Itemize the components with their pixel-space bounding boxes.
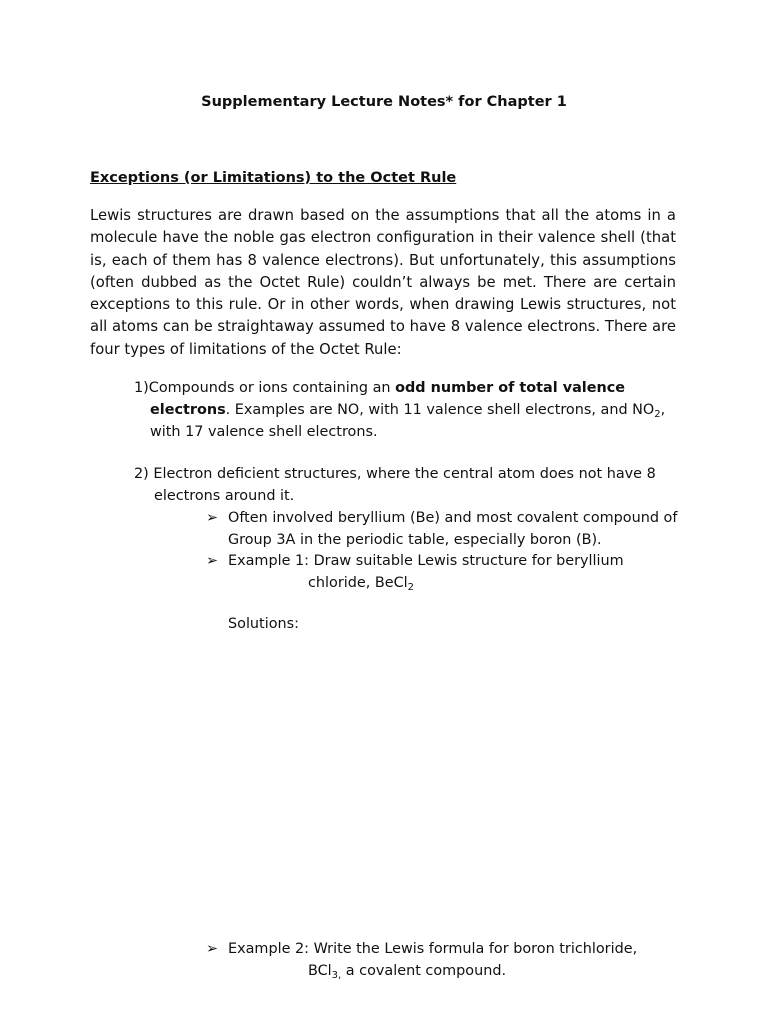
intro-paragraph: Lewis structures are drawn based on the assumptions that all the atoms in a molecule have the noble gas electron configuration in their valence shell (that is, each of them has 8 valence electrons). But unfortunately, this assumptions (often dubbed as the Octet Rule) couldn’t always be met. There are certain exceptions to this rule. Or in other words, when drawing Lewis structures, not all atoms can be straightaway assumed to have 8 valence electrons. There are four types of limitations of the Octet Rule: <box>90 207 676 358</box>
bold-term: odd number of total valence <box>395 380 626 396</box>
item-text: . Examples are NO, with 11 valence shell electrons, and NO <box>225 402 655 418</box>
item-text: electrons around it. <box>154 488 295 504</box>
example-text: chloride, BeCl <box>308 575 408 591</box>
list-item-1: 1)Compounds or ions containing an odd number of total valence electrons. Examples are NO, with 11 valence shell electrons, and $NO_2$, with 17 valence shell electrons. <box>134 377 694 443</box>
bullet-text: Group 3A in the periodic table, especially boron (B). <box>228 532 602 548</box>
solutions-label: Solutions: <box>228 616 299 632</box>
bullet-text: Often involved beryllium (Be) and most covalent compound of <box>228 510 678 526</box>
subscript: 2 <box>654 409 661 420</box>
subscript: 2 <box>407 582 415 593</box>
arrow-bullet-icon: ➢ <box>206 553 219 569</box>
example-2 <box>206 938 686 982</box>
arrow-bullet-icon: ➢ <box>206 941 219 957</box>
example-text: Draw suitable Lewis structure for beryllium <box>309 553 624 569</box>
list-number: 1) <box>134 380 149 396</box>
subscript: 3, <box>331 970 342 981</box>
list-item-2 <box>134 463 694 507</box>
document-title: Supplementary Lecture Notes* for Chapter 1 <box>201 94 567 110</box>
item-text: Electron deficient structures, where the central atom does not have 8 <box>153 466 656 482</box>
example-text: BCl <box>308 963 332 979</box>
bold-term: electrons <box>150 402 226 418</box>
item-text: Compounds or ions containing an <box>148 380 396 396</box>
example-1 <box>206 550 686 594</box>
arrow-bullet-icon: ➢ <box>206 510 219 526</box>
example-label: Example 2: <box>228 941 310 957</box>
section-heading: Exceptions (or Limitations) to the Octet Rule <box>90 170 457 186</box>
example-text: a covalent compound. <box>341 963 507 979</box>
example-text: Write the Lewis formula for boron trichloride, <box>309 941 638 957</box>
item-text: with 17 valence shell electrons. <box>150 424 378 440</box>
list-number: 2) <box>134 466 149 482</box>
example-label: Example 1: <box>228 553 310 569</box>
bullet-item-1 <box>206 507 686 551</box>
